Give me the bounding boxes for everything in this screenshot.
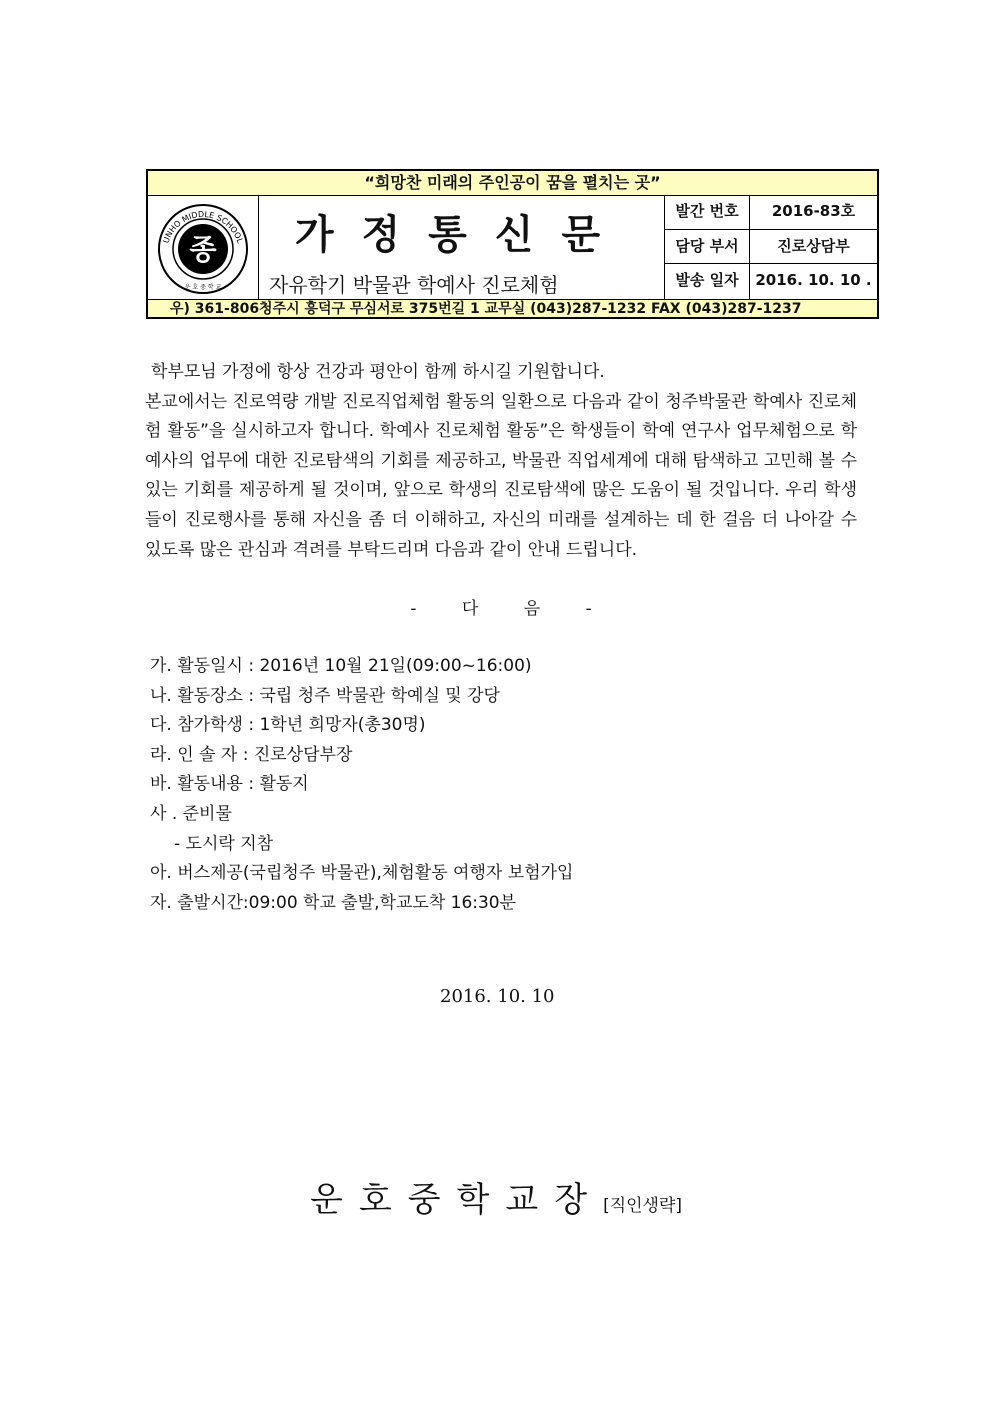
list-item: 가. 활동일시 : 2016년 10월 21일(09:00~16:00) [150,656,532,676]
meta-row-issue [665,195,877,230]
meta-value: 진로상담부 [777,236,850,255]
principal-name: 운호중학교장 [310,1180,604,1220]
list-item: 라. 인 솔 자 : 진로상담부장 [150,744,353,765]
title-cell [259,195,665,299]
school-motto: “희망찬 미래의 주인공이 꿈을 펼치는 곳” [148,171,877,196]
school-logo-cell [148,195,259,299]
list-item: 아. 버스제공(국립청주 박물관),체험활동 여행자 보험가입 [150,863,574,884]
meta-value: 2016. 10. 10 . [755,271,872,290]
school-logo [148,195,259,299]
logo-ring-text: UNHO MIDDLE SCHOOL [161,209,245,245]
letter-body [145,358,857,565]
page-subtitle: 자유학기 박물관 학예사 진로체험 [269,273,559,297]
letter-paragraph: 본교에서는 진로역량 개발 진로직업체험 활동의 일환으로 다음과 같이 청주박물관 학예사 진로체험 활동”을 실시하고자 합니다. 학예사 진로체험 활동”은 학생들이 학예 연구사 업무체험으로 학예사의 업무에 대한 진로탐색의 기회를 제공하고, 박물관 직업세계에 대해 탐색하고 고민해 볼 수 있는 기회를 제공하게 될 것이며, 앞으로 학생의 진로탐색에 많은 도움이 될 것입니다. 우리 학생들이 진로행사를 통해 자신을 좀 더 이해하고, 자신의 미래를 설계하는 데 한 걸음 더 나아갈 수 있도록 많은 관심과 격려를 부탁드리며 다음과 같이 안내 드립니다. [145,391,857,560]
list-item: 바. 활동내용 : 활동지 [150,774,309,795]
notice-heading: - 다 음 - [410,599,592,619]
list-item: 자. 출발시간:09:00 학교 출발,학교도착 16:30분 [150,892,517,913]
meta-label: 발송 일자 [665,264,750,299]
greeting-line: 학부모님 가정에 항상 건강과 평안이 함께 하시길 기원합니다. [151,362,605,382]
meta-value: 2016-83호 [771,202,856,220]
list-item: 나. 활동장소 : 국립 청주 박물관 학예실 및 강당 [150,685,500,706]
page-title: 가정통신문 [294,211,629,258]
list-item: - 도시락 지참 [174,833,274,854]
meta-row-department [665,230,877,265]
list-item: 사 . 준비물 [150,803,232,824]
list-item: 다. 참가학생 : 1학년 희망자(총30명) [150,715,426,736]
principal-signature [310,1172,682,1221]
meta-label: 발간 번호 [665,195,750,229]
seal-note: [직인생략] [603,1196,683,1216]
logo-letter: 종 [189,233,217,266]
meta-label: 담당 부서 [665,230,750,264]
logo-bottom-text: 운 호 중 학 교 [184,284,222,291]
letter-date: 2016. 10. 10 [440,986,555,1007]
activity-list [150,652,850,918]
newsletter-header [146,169,879,319]
meta-row-date [665,264,877,299]
school-address: 우) 361-806청주시 흥덕구 무심서로 375번길 1 교무실 (043)287-1232 FAX (043)287-1237 [148,299,877,317]
